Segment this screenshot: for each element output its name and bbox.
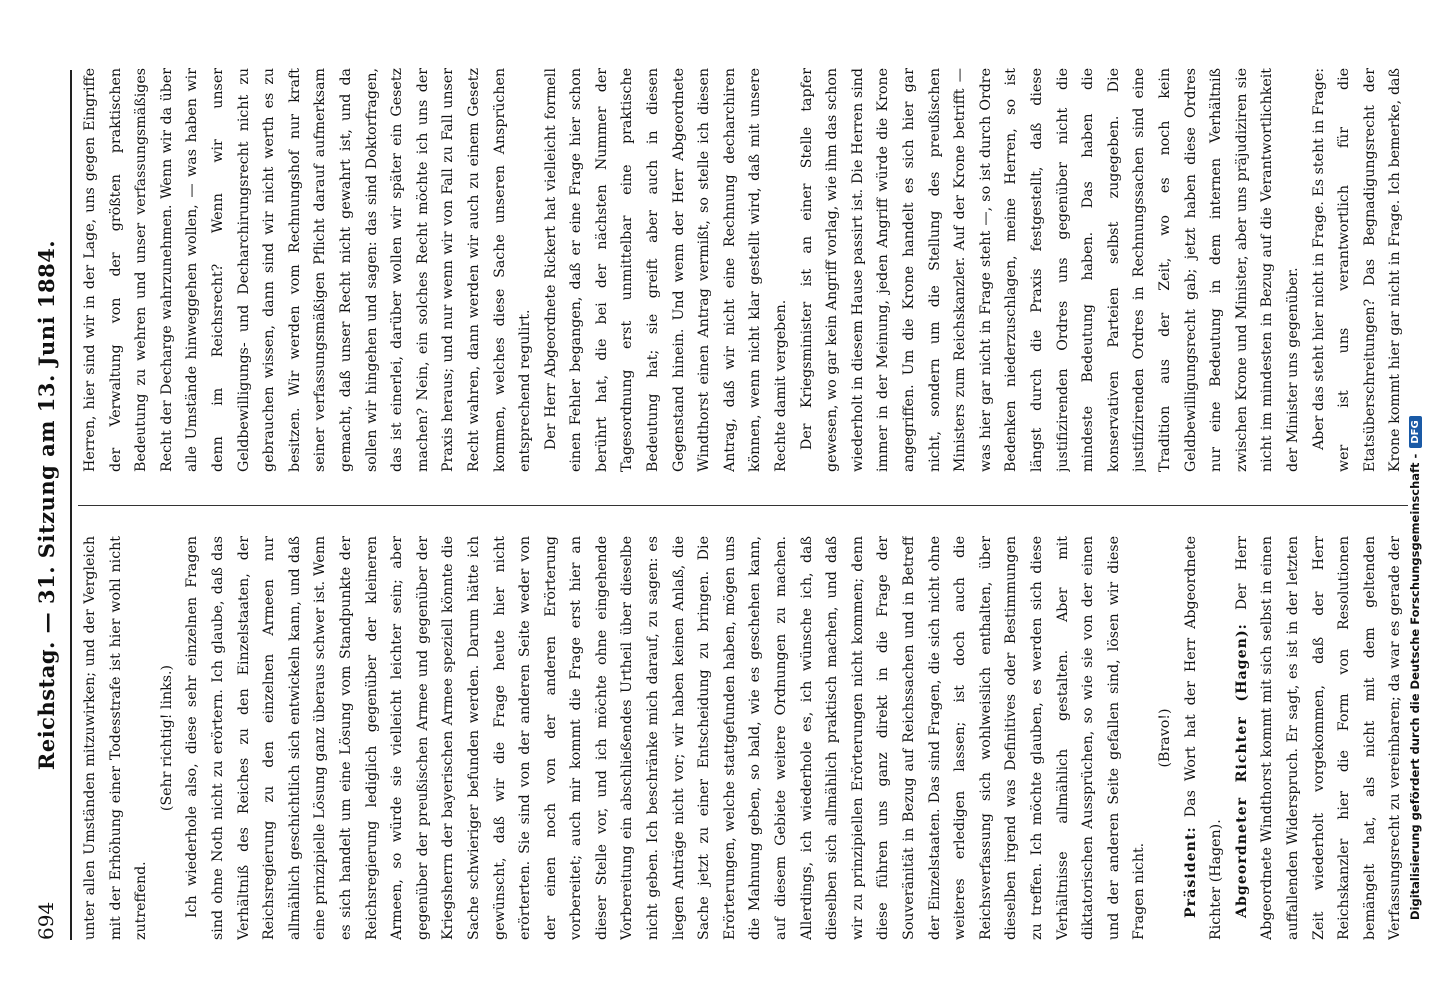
speaker-name: Abgeordneter Richter (Hagen): (1233, 623, 1250, 918)
speaker-paragraph (1230, 536, 1408, 940)
page-title: Reichstag. — 31. Sitzung am 13. Juni 1884. (34, 239, 59, 771)
paragraph: Der Herr Abgeordnete Rickert hat vielleicht formell einen Fehler begangen, daß er eine Frage hier schon berührt hat, die bei der nächsten Nummer der Tagesordnung erst unmittelbar eine praktische Bedeutung hat; sie greift aber auch in diesen Gegenstand hinein. Und wenn der Herr Abgeordnete Windthorst einen Antrag vermißt, so stelle ich diesen Antrag, daß wir nicht eine Rechnung decharchiren können, wenn nicht klar gestellt wird, daß mit unsere Rechte damit vergeben. (542, 68, 790, 472)
digitization-credit (1408, 60, 1422, 920)
interjection: (Bravo!) (1156, 708, 1173, 768)
column-divider (78, 505, 1408, 506)
speaker-paragraph (1179, 536, 1230, 940)
interjection: (Sehr richtig! links.) (158, 664, 175, 812)
dfg-logo: DFG (1409, 416, 1422, 447)
paragraph: Herren, hier sind wir in der Lage, uns gegen Eingriffe der Verwaltung von der größten praktischen Bedeutung zu wehren und unser verfassungsmäßiges Recht der Decharge wahrzunehmen. Wenn wir da über alle Umstände hinweggehen wollen, — was haben wir denn im Reichsrecht? Wenn wir unser Geldbewilligungs- und Decharchirungsrecht nicht zu gebrauchen wissen, dann sind wir nicht werth es zu besitzen. Wir werden vom Rechnungshof nur kraft seiner verfassungsmäßigen Pflicht darauf aufmerksam gemacht, daß unser Recht nicht gewahrt ist, und da sollen wir hingehen und sagen: das sind Doktorfragen, das ist einerlei, darüber wollen wir später ein Gesetz machen? Nein, ein solches Recht möchte ich uns der Praxis heraus; und nur wenn wir von Fall zu Fall unser Recht wahren, dann werden wir auch zu einem Gesetz kommen, welches diese Sache unseren Ansprüchen entsprechend regulirt. (82, 68, 534, 472)
page-number: 694 (34, 901, 58, 940)
speech-text: Das Wort hat der Herr Abgeordnete Richter (Hagen). (1182, 536, 1225, 940)
credit-text: Digitalisierung gefördert durch die Deutsche Forschungsgemeinschaft - (1408, 453, 1422, 920)
page-header (30, 70, 70, 940)
left-column (78, 536, 1408, 940)
paragraph: Ich wiederhole also, diese sehr einzelnen Fragen sind ohne Noth nicht zu erörtern. Ich glaube, daß das Verhältniß des Reiches zu den Einzelstaaten, der Reichsregierung zu den einzelnen Armeen nur allmählich geschichtlich sich entwickeln kann, und daß eine prinzipielle Lösung ganz überaus schwer ist. Wenn es sich handelt um eine Lösung vom Standpunkte der Reichsregierung lediglich gegenüber der kleineren Armeen, so würde sie vielleicht leichter sein; aber gegenüber der preußischen Armee und gegenüber der Kriegsherrn der bayerischen Armee speziell könnte die Sache schwieriger befunden werden. Darum hätte ich gewünscht, daß wir die Frage heute hier nicht erörterten. Sie sind von der anderen Seite weder von der einen noch von der anderen Erörterung vorbereitet; auch mir kommt die Frage erst hier an dieser Stelle vor, und ich möchte ohne eingehende Vorbereitung ein abschließendes Urtheil über dieselbe nicht geben. Ich beschränke mich darauf, zu sagen: es liegen Anträge nicht vor; wir haben keinen Anlaß, die Sache jetzt zu einer Entscheidung zu bringen. Die Erörterungen, welche stattgefunden haben, mögen uns die Mahnung geben, so bald, wie es geschehen kann, auf diesem Gebiete weitere Ordnungen zu machen. Allerdings, ich wiederhole es, ich wünsche ich, daß dieselben sich allmählich praktisch machen, und daß wir zu prinzipiellen Erörterungen nicht kommen; denn diese führen uns ganz direkt in die Frage der Souveränität in Bezug auf Reichssachen und in Betreff der Einzelstaaten. Das sind Fragen, die sich nicht ohne weiteres erledigen lassen; ist doch auch die Reichsverfassung sich wohlweislich enthalten, über dieselben irgend was Definitives oder Bestimmungen zu treffen. Ich möchte glauben, es werden sich diese Verhältnisse allmählich gestalten. Aber mit diktatorischen Aussprüchen, so wie sie von der einen und der anderen Seite gefallen sind, lösen wir diese Fragen nicht. (184, 536, 1148, 940)
paragraph: Der Kriegsminister ist an einer Stelle tapfer gewesen, wo gar kein Angriff vorlag, wie ihm das schon wiederholt in diesem Hause passirt ist. Die Herren sind immer in der Meinung, jeden Angriff würde die Krone angegriffen. Um die Krone handelt es sich hier gar nicht, sondern um die Stellung des preußischen Ministers zum Reichskanzler. Auf der Krone betrifft — was hier gar nicht in Frage steht —, so ist durch Ordre Bedenken niederzuschlagen, meine Herren, so ist längst durch die Praxis festgestellt, daß diese justifizirenden Ordres uns gegenüber nicht die mindeste Bedeutung haben. Das haben die konservativen Parteien selbst zugegeben. Die justifizirenden Ordres in Rechnungssachen sind eine Tradition aus der Zeit, wo es noch kein Geldbewilligungsrecht gab; jetzt haben diese Ordres nur eine Bedeutung in dem internen Verhältniß zwischen Krone und Minister, aber uns präjudiziren sie nicht im mindesten in Bezug auf die Verantwortlichkeit der Minister uns gegenüber. (798, 68, 1301, 472)
right-column (78, 68, 1408, 472)
header-rule (70, 70, 72, 940)
paragraph: Aber das steht hier nicht in Frage. Es steht in Frage: wer ist uns verantwortlich für die Etatsüberschreitungen? Das Begnadigungsrecht der Krone kommt hier gar nicht in Frage. Ich bemerke, daß (1310, 68, 1404, 472)
speech-text: Der Herr Abgeordnete Windthorst kommt mit sich selbst in einen auffallenden Widerspruch. Er sagt, es ist in der letzten Zeit wiederholt vorgekommen, daß der Herr Reichskanzler hier die Form von Resolutionen bemängelt hat, als nicht mit dem geltenden Verfassungsrecht zu vereinbaren; da war es gerade der (1233, 536, 1404, 940)
speaker-name: Präsident: (1182, 826, 1199, 918)
paragraph: unter allen Umständen mitzuwirken; und der Vergleich mit der Erhöhung einer Todesstrafe ist hier wohl nicht zutreffend. (82, 536, 150, 940)
